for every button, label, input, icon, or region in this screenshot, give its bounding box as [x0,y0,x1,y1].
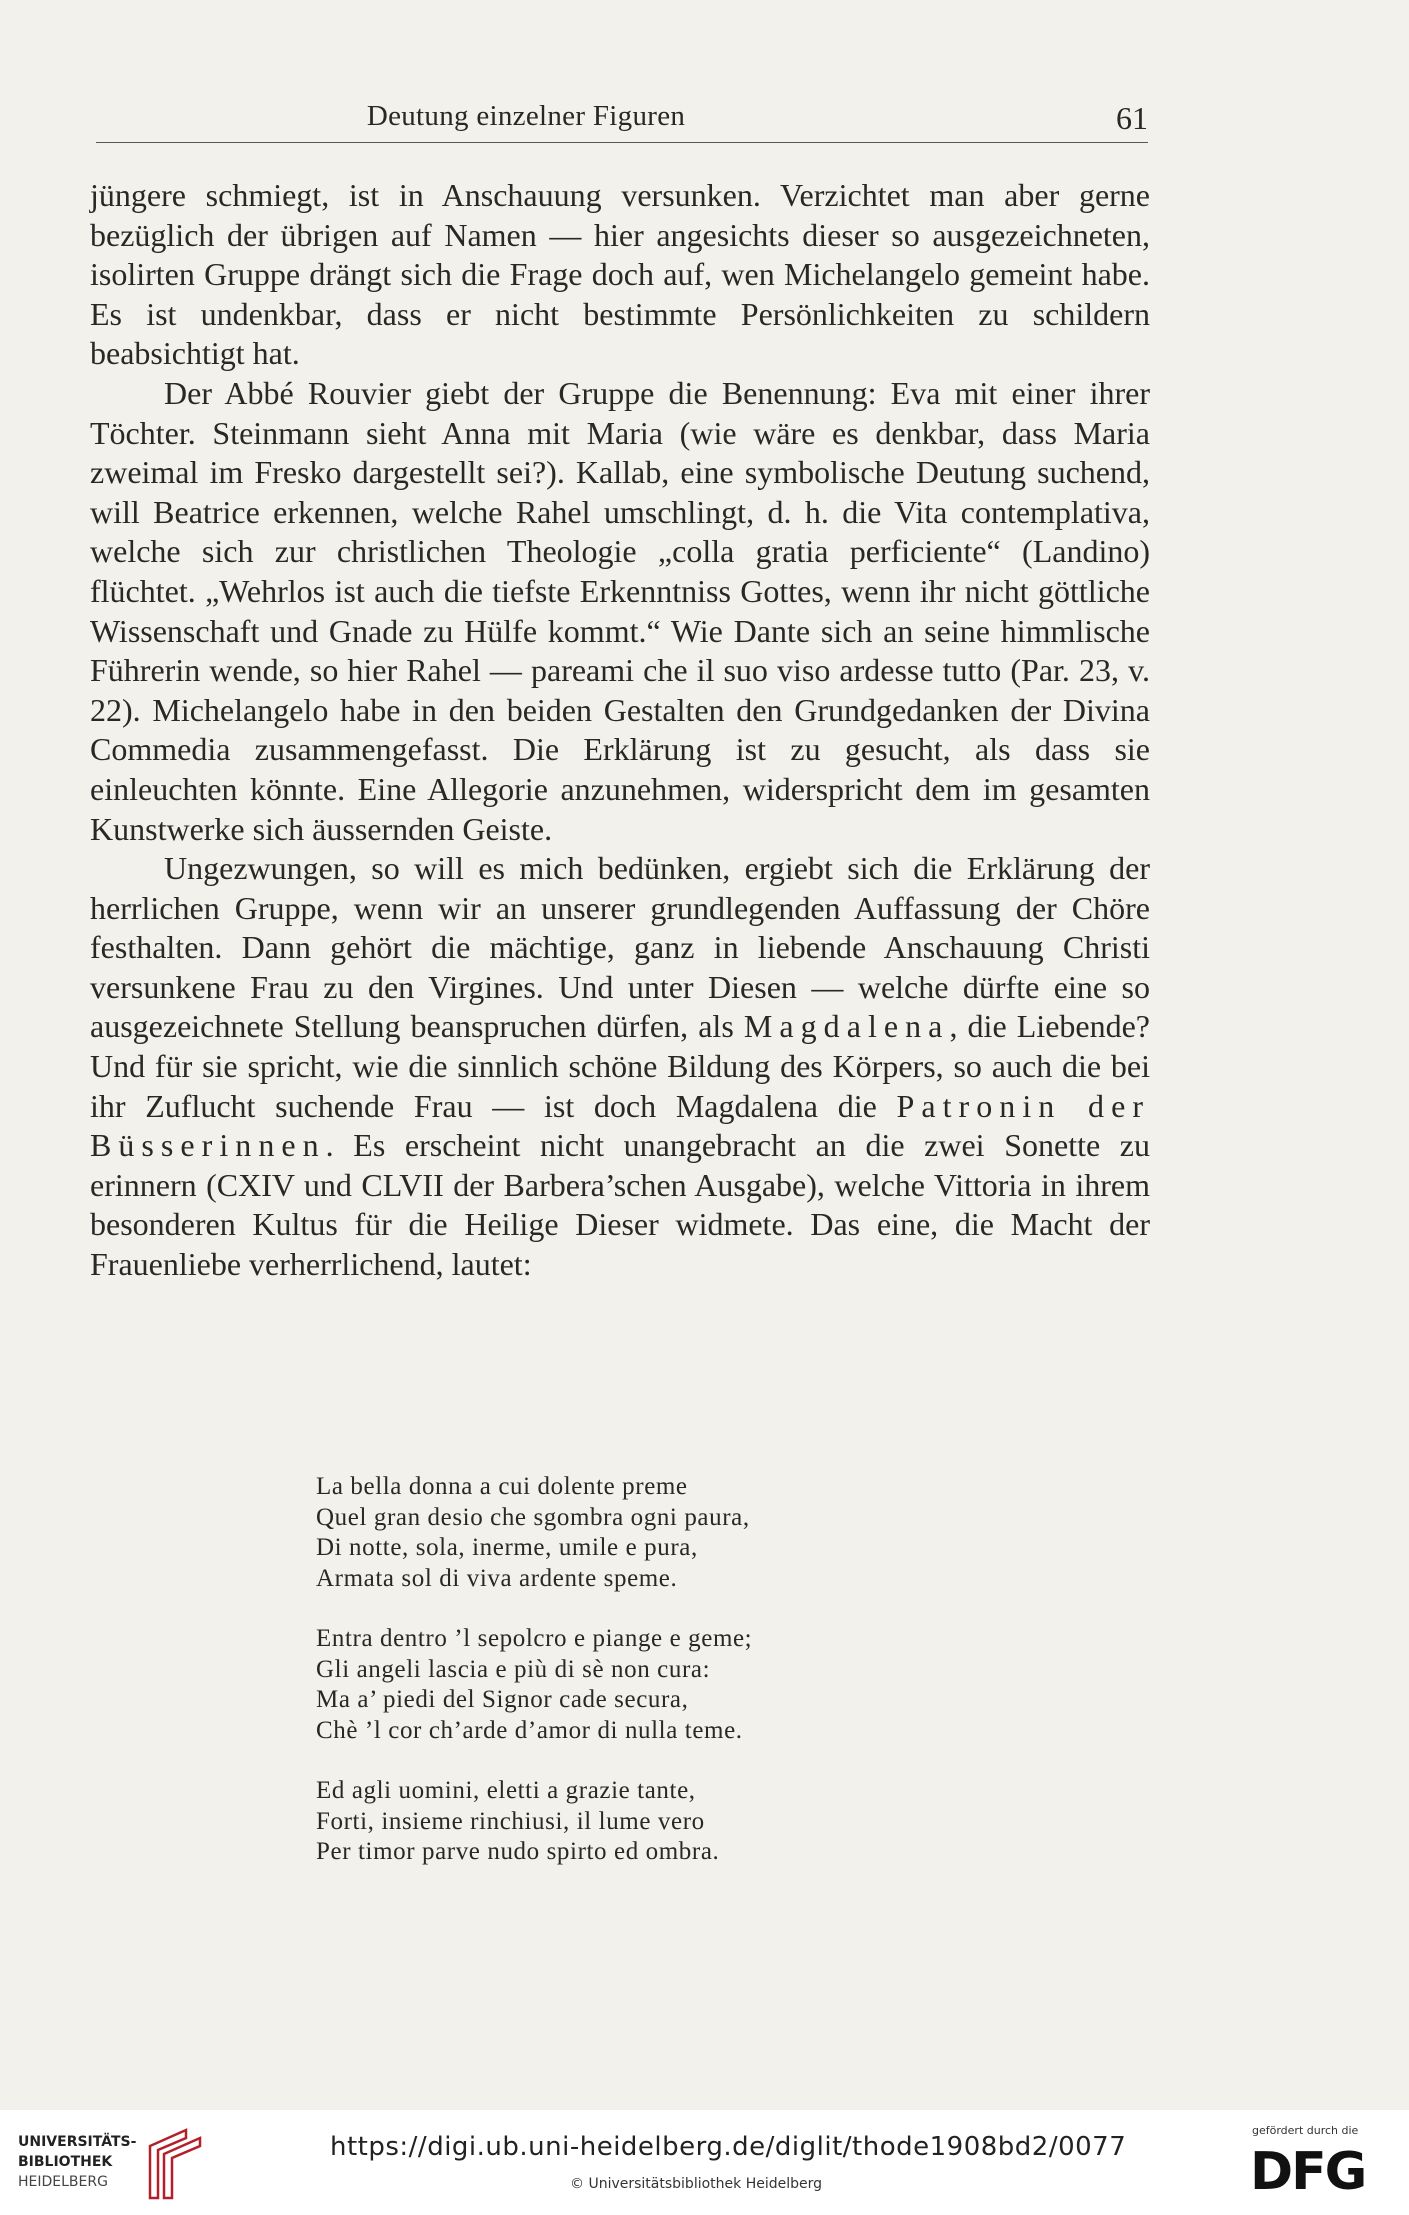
dfg-logo-icon: DFG [1250,2142,1366,2202]
copyright-notice: © Universitätsbibliothek Heidelberg [570,2176,823,2192]
stanza-3 [316,1776,752,1868]
funded-by-label: gefördert durch die [1252,2124,1359,2137]
viewer-footer [0,2110,1409,2215]
dfg-funding-logo[interactable] [1250,2124,1390,2204]
poem-line: Entra dentro ’l sepolcro e piange e geme; [316,1625,753,1652]
paragraph-2: Der Abbé Rouvier giebt der Gruppe die Benennung: Eva mit einer ihrer Töchter. Steinmann sieht Anna mit Maria (wie wäre es denkbar, dass Maria zweimal im Fresko dargestellt sei?). Kallab, eine symbolische Deutung suchend, will Beatrice erkennen, welche Rahel umschlingt, d. h. die Vita contemplativa, welche sich zur christlichen Theologie „colla gratia perficiente“ (Landino) flüchtet. „Wehrlos ist auch die tiefste Erkenntniss Gottes, wenn ihr nicht göttliche Wissenschaft und Gnade zu Hülfe kommt.“ Wie Dante sich an seine himmlische Führerin wende, so hier Rahel — pareami che il suo viso ardesse tutto (Par. 23, v. 22). Michelangelo habe in den beiden Gestalten den Grundgedanken der Divina Commedia zusammengefasst. Die Erklärung ist zu gesucht, als dass sie einleuchten könnte. Eine Allegorie anzunehmen, widerspricht dem im gesamten Kunstwerke sich äussernden Geiste. [90,374,1150,847]
body-text [90,176,1150,1285]
poem-line: Ma a’ piedi del Signor cade secura, [316,1686,689,1713]
poem-line: Gli angeli lascia e più di sè non cura: [316,1655,711,1683]
poem-line: La bella donna a cui dolente preme [316,1473,688,1500]
paragraph-3-text-a: Ungezwungen, so will es mich bedünken, ergiebt sich die Erklärung der herrlichen Gruppe, wenn wir an unserer grundlegenden Auffassung der Chöre festhalten. Dann gehört die mächtige, ganz in liebende Anschauung Christi versunkene Frau zu den Virgines. Und unter Diesen — welche dürfte eine so ausgezeichnete Stellung beanspruchen dürfen, als [90,850,1150,1045]
paragraph-3-text-b: , die Liebende? Und für sie spricht, wie die sinnlich schöne Bildung des Körpers, so auch die bei ihr Zuflucht suchende Frau — ist doch Magdalena die [90,1008,1151,1124]
page-number: 61 [1116,100,1148,136]
poem-line: Ed agli uomini, eletti a grazie tante, [316,1777,696,1804]
running-head: Deutung einzelner Figuren [366,100,686,132]
paragraph-3-text-c: . Es erscheint nicht unangebracht an die zwei Sonette zu erinnern (CXIV und CLVII der Barbera’schen Ausgabe), welche Vittoria in ihrem besonderen Kultus für die Heilige Dieser widmete. Das eine, die Macht der Frauenliebe verherrlichend, lautet: [90,1127,1150,1283]
stanza-1 [316,1472,752,1594]
poem-line: Di notte, sola, inerme, umile e pura, [316,1534,698,1561]
sonnet-quote [316,1472,752,1898]
poem-line: Quel gran desio che sgombra ogni paura, [316,1503,750,1531]
poem-line: Chè ’l cor ch’arde d’amor di nulla teme. [316,1716,743,1744]
permalink-url[interactable]: https://digi.ub.uni-heidelberg.de/diglit/thode1908bd2/0077 [330,2132,1127,2162]
stanza-2 [316,1624,752,1746]
paragraph-3 [90,849,1150,1285]
poem-line: Per timor parve nudo spirto ed ombra. [316,1838,720,1865]
emphasis-patronin: Patronin der Büsserinnen [90,1087,1151,1164]
library-name: UNIVERSITÄTS- BIBLIOTHEK HEIDELBERG [18,2134,137,2190]
library-mark-icon [142,2128,214,2200]
page-header [96,96,1148,143]
university-library-logo[interactable] [18,2128,218,2200]
poem-line: Forti, insieme rinchiusi, il lume vero [316,1807,705,1835]
emphasis-magdalena: Magdalena [743,1008,950,1045]
poem-line: Armata sol di viva ardente speme. [316,1564,678,1592]
paragraph-1: jüngere schmiegt, ist in Anschauung versunken. Verzichtet man aber gerne bezüglich der übrigen auf Namen — hier angesichts dieser so ausgezeichneten, isolirten Gruppe drängt sich die Frage doch auf, wen Michelangelo gemeint habe. Es ist undenkbar, dass er nicht bestimmte Persönlichkeiten zu schildern beabsichtigt hat. [90,177,1150,372]
